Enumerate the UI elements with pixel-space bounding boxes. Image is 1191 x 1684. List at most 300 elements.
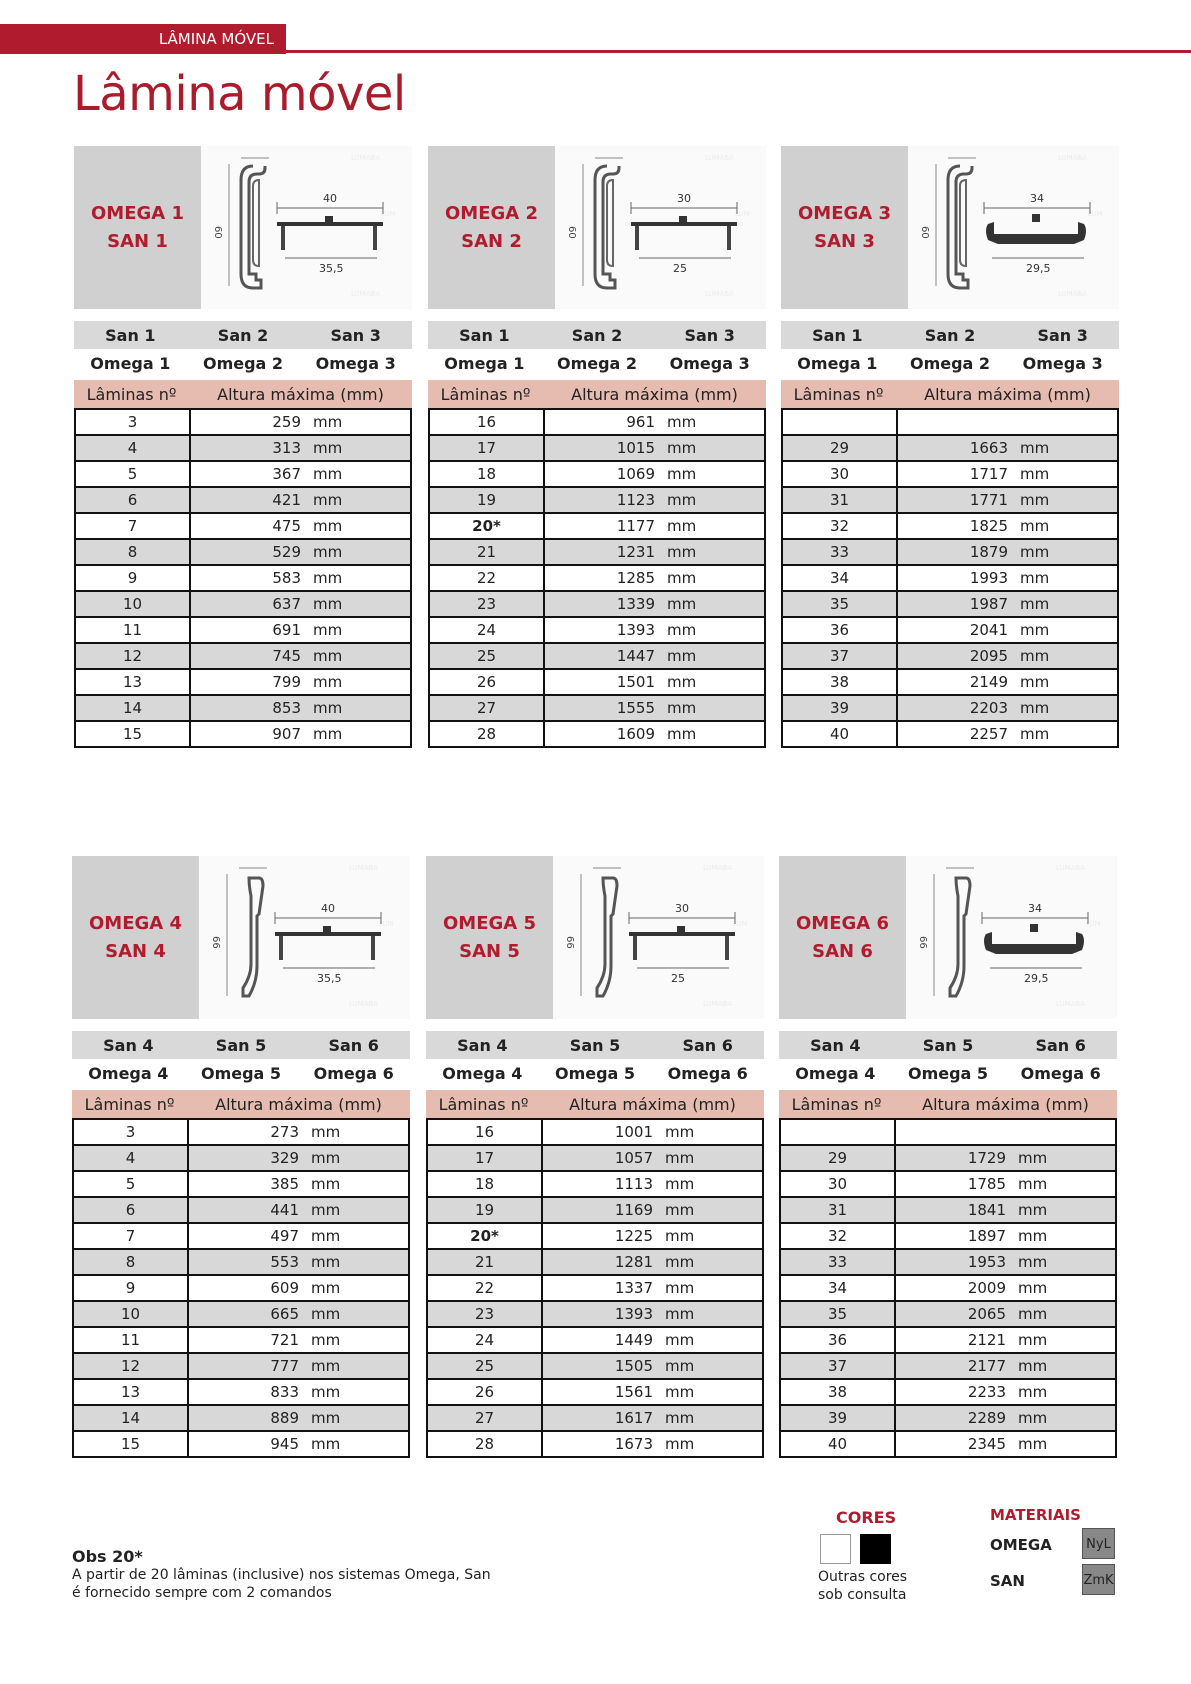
laminas-count: 31 — [782, 487, 897, 513]
svg-text:LUMABA: LUMABA — [705, 290, 735, 298]
col-laminas: Lâminas nº — [440, 384, 531, 404]
laminas-count: 8 — [75, 539, 190, 565]
height-value: 2065 — [967, 1305, 1006, 1323]
height-value: 2257 — [969, 725, 1008, 743]
max-height — [190, 643, 411, 669]
height-unit: mm — [667, 725, 697, 743]
system-name: San 5 — [922, 1035, 974, 1055]
laminas-count: 15 — [75, 721, 190, 747]
systems-row-omega — [428, 349, 766, 377]
max-height — [897, 643, 1118, 669]
height-value: 1281 — [614, 1253, 653, 1271]
table-header — [428, 380, 766, 408]
system-name: San 4 — [810, 1035, 861, 1055]
systems-row-san — [779, 1031, 1117, 1059]
table-row — [429, 617, 765, 643]
systems-row-san — [426, 1031, 764, 1059]
height-value: 889 — [270, 1409, 299, 1427]
product-name — [781, 146, 908, 309]
height-value: 2345 — [967, 1435, 1006, 1453]
height-value: 1177 — [616, 517, 655, 535]
table-row — [427, 1405, 763, 1431]
laminas-count: 20* — [427, 1223, 542, 1249]
laminas-count: 24 — [427, 1327, 542, 1353]
systems-row-san — [74, 321, 412, 349]
height-unit: mm — [1020, 543, 1050, 561]
svg-text:LUMABA: LUMABA — [1056, 864, 1086, 872]
col-altura: Altura máxima (mm) — [922, 1094, 1089, 1114]
height-value: 1337 — [614, 1279, 653, 1297]
systems-table — [428, 321, 766, 377]
height-unit: mm — [667, 699, 697, 717]
dim-side: 60 — [919, 226, 930, 239]
laminas-count: 33 — [782, 539, 897, 565]
svg-text:LUM: LUM — [1086, 920, 1101, 928]
height-value: 1841 — [967, 1201, 1006, 1219]
max-height — [188, 1145, 409, 1171]
height-unit: mm — [665, 1331, 695, 1349]
laminas-count: 27 — [429, 695, 544, 721]
col-laminas: Lâminas nº — [438, 1094, 529, 1114]
table-row — [782, 565, 1118, 591]
laminas-count: 35 — [780, 1301, 895, 1327]
height-unit: mm — [665, 1305, 695, 1323]
height-value: 1225 — [614, 1227, 653, 1245]
system-name: San 6 — [1035, 1035, 1086, 1055]
height-value: 1015 — [616, 439, 655, 457]
product-header — [428, 146, 766, 309]
height-unit: mm — [1018, 1357, 1048, 1375]
svg-text:LUM: LUM — [381, 210, 396, 218]
profile-drawing — [555, 146, 766, 309]
max-height — [544, 409, 765, 435]
product-name-san: SAN 3 — [814, 230, 875, 252]
max-height — [895, 1301, 1116, 1327]
obs-title: Obs 20* — [72, 1547, 143, 1566]
height-value: 2095 — [969, 647, 1008, 665]
product-name — [428, 146, 555, 309]
max-height — [188, 1353, 409, 1379]
product-header — [779, 856, 1117, 1019]
table-row — [73, 1171, 409, 1197]
top-rule — [0, 50, 1191, 53]
dim-bottom: 25 — [673, 262, 687, 275]
laminas-count: 34 — [782, 565, 897, 591]
col-altura: Altura máxima (mm) — [217, 384, 384, 404]
colors-section — [818, 1508, 968, 1608]
system-name: Omega 5 — [554, 1063, 636, 1083]
profile-drawing — [553, 856, 764, 1019]
max-height — [897, 695, 1118, 721]
max-height — [190, 461, 411, 487]
height-value: 1057 — [614, 1149, 653, 1167]
table-row — [73, 1301, 409, 1327]
product-name-san: SAN 1 — [107, 230, 168, 252]
max-height — [897, 721, 1118, 747]
height-unit: mm — [1020, 621, 1050, 639]
table-row — [427, 1327, 763, 1353]
laminas-count: 38 — [780, 1379, 895, 1405]
material-code-san: ZmK — [1082, 1564, 1115, 1595]
height-unit: mm — [1020, 439, 1050, 457]
table-row — [780, 1301, 1116, 1327]
height-value: 721 — [270, 1331, 299, 1349]
height-table — [74, 408, 412, 748]
height-unit: mm — [667, 439, 697, 457]
height-value: 583 — [272, 569, 301, 587]
laminas-count: 6 — [75, 487, 190, 513]
height-value: 1663 — [969, 439, 1008, 457]
height-unit: mm — [667, 543, 697, 561]
dim-top: 34 — [1030, 192, 1044, 205]
svg-text:LUMABA: LUMABA — [1058, 290, 1088, 298]
height-unit: mm — [313, 543, 343, 561]
table-row — [780, 1431, 1116, 1457]
laminas-count: 9 — [75, 565, 190, 591]
laminas-count: 28 — [427, 1431, 542, 1457]
obs-line-2: é fornecido sempre com 2 comandos — [72, 1585, 332, 1601]
height-value: 853 — [272, 699, 301, 717]
laminas-count: 24 — [429, 617, 544, 643]
table-row — [427, 1223, 763, 1249]
product-name-san: SAN 5 — [459, 940, 520, 962]
product-name-san: SAN 2 — [461, 230, 522, 252]
height-unit: mm — [1018, 1227, 1048, 1245]
system-name: Omega 6 — [667, 1063, 748, 1083]
dim-bottom: 35,5 — [317, 972, 342, 985]
table-row — [75, 721, 411, 747]
table-row — [780, 1119, 1116, 1145]
max-height — [895, 1223, 1116, 1249]
laminas-count: 7 — [73, 1223, 188, 1249]
laminas-count: 26 — [429, 669, 544, 695]
laminas-count: 39 — [780, 1405, 895, 1431]
table-row — [427, 1249, 763, 1275]
max-height — [190, 591, 411, 617]
table-row — [73, 1405, 409, 1431]
laminas-count: 4 — [73, 1145, 188, 1171]
height-table — [72, 1118, 410, 1458]
height-unit: mm — [1020, 491, 1050, 509]
height-value: 1169 — [614, 1201, 653, 1219]
max-height — [188, 1197, 409, 1223]
system-name: San 4 — [457, 1035, 508, 1055]
system-name: Omega 5 — [200, 1063, 282, 1083]
height-value: 1987 — [969, 595, 1008, 613]
table-row — [782, 721, 1118, 747]
height-unit: mm — [311, 1227, 341, 1245]
height-value: 313 — [272, 439, 301, 457]
table-header — [72, 1090, 410, 1118]
systems-table — [781, 321, 1119, 377]
height-unit: mm — [1018, 1175, 1048, 1193]
max-height — [544, 643, 765, 669]
height-value: 833 — [270, 1383, 299, 1401]
height-value: 1785 — [967, 1175, 1006, 1193]
height-value: 907 — [272, 725, 301, 743]
table-row — [75, 487, 411, 513]
max-height — [544, 591, 765, 617]
height-value: 1617 — [614, 1409, 653, 1427]
height-unit: mm — [1020, 647, 1050, 665]
height-value: 2233 — [967, 1383, 1006, 1401]
material-name-omega: OMEGA — [990, 1536, 1052, 1554]
height-value: 745 — [272, 647, 301, 665]
height-value: 2121 — [967, 1331, 1006, 1349]
height-unit: mm — [1020, 699, 1050, 717]
color-swatch-black — [860, 1534, 891, 1564]
height-unit: mm — [1018, 1435, 1048, 1453]
system-name: San 1 — [459, 325, 510, 345]
max-height — [188, 1379, 409, 1405]
table-row — [427, 1301, 763, 1327]
max-height — [544, 487, 765, 513]
product-block-4 — [72, 856, 410, 1458]
table-row — [780, 1145, 1116, 1171]
laminas-count: 29 — [782, 435, 897, 461]
product-name-omega: OMEGA 3 — [797, 202, 891, 224]
table-row — [75, 669, 411, 695]
system-name: Omega 6 — [1020, 1063, 1101, 1083]
system-name: Omega 6 — [313, 1063, 394, 1083]
height-unit: mm — [311, 1175, 341, 1193]
laminas-count: 29 — [780, 1145, 895, 1171]
max-height — [544, 669, 765, 695]
height-unit: mm — [311, 1357, 341, 1375]
height-value: 1717 — [969, 465, 1008, 483]
system-name: Omega 3 — [669, 353, 750, 373]
dim-top: 40 — [323, 192, 337, 205]
systems-row-omega — [779, 1059, 1117, 1087]
table-row — [427, 1275, 763, 1301]
height-unit: mm — [665, 1201, 695, 1219]
max-height — [544, 695, 765, 721]
height-value: 529 — [272, 543, 301, 561]
max-height — [542, 1119, 763, 1145]
laminas-count: 7 — [75, 513, 190, 539]
height-unit: mm — [667, 595, 697, 613]
table-row — [75, 539, 411, 565]
laminas-count: 5 — [73, 1171, 188, 1197]
table-row — [429, 591, 765, 617]
laminas-count: 35 — [782, 591, 897, 617]
colors-note-line-1: Outras cores — [818, 1569, 908, 1585]
table-row — [429, 565, 765, 591]
system-name: Omega 5 — [907, 1063, 989, 1083]
laminas-count: 3 — [73, 1119, 188, 1145]
systems-table — [426, 1031, 764, 1087]
table-row — [427, 1171, 763, 1197]
system-name: San 3 — [684, 325, 735, 345]
systems-row-san — [72, 1031, 410, 1059]
height-unit: mm — [667, 465, 697, 483]
colors-note-line-2: sob consulta — [818, 1587, 907, 1603]
laminas-count: 26 — [427, 1379, 542, 1405]
table-row — [429, 409, 765, 435]
max-height — [188, 1119, 409, 1145]
system-name: San 1 — [812, 325, 863, 345]
svg-text:LUMABA: LUMABA — [705, 154, 735, 162]
max-height — [190, 669, 411, 695]
col-laminas: Lâminas nº — [84, 1094, 175, 1114]
dim-top: 40 — [321, 902, 335, 915]
laminas-count: 5 — [75, 461, 190, 487]
table-row — [427, 1119, 763, 1145]
laminas-count: 20* — [429, 513, 544, 539]
height-unit: mm — [313, 413, 343, 431]
table-row — [427, 1379, 763, 1405]
height-unit: mm — [1018, 1201, 1048, 1219]
table-row — [75, 409, 411, 435]
height-value: 1231 — [616, 543, 655, 561]
system-name: San 2 — [924, 325, 976, 345]
max-height — [190, 695, 411, 721]
table-row — [75, 565, 411, 591]
max-height — [895, 1145, 1116, 1171]
table-row — [782, 539, 1118, 565]
max-height — [895, 1171, 1116, 1197]
laminas-count: 36 — [780, 1327, 895, 1353]
system-name: San 5 — [569, 1035, 621, 1055]
height-value: 961 — [626, 413, 655, 431]
dim-top: 30 — [675, 902, 689, 915]
system-name: Omega 4 — [442, 1063, 523, 1083]
col-altura: Altura máxima (mm) — [569, 1094, 736, 1114]
table-row — [780, 1249, 1116, 1275]
height-unit: mm — [313, 595, 343, 613]
table-row — [782, 409, 1118, 435]
laminas-count: 27 — [427, 1405, 542, 1431]
system-name: Omega 2 — [556, 353, 638, 373]
height-value: 385 — [270, 1175, 299, 1193]
table-row — [73, 1197, 409, 1223]
height-value: 421 — [272, 491, 301, 509]
systems-row-san — [428, 321, 766, 349]
height-unit: mm — [313, 465, 343, 483]
height-unit: mm — [665, 1409, 695, 1427]
max-height — [895, 1275, 1116, 1301]
table-row — [782, 669, 1118, 695]
height-unit: mm — [311, 1123, 341, 1141]
max-height — [542, 1171, 763, 1197]
height-unit: mm — [1018, 1279, 1048, 1297]
laminas-count: 19 — [427, 1197, 542, 1223]
laminas-count: 18 — [427, 1171, 542, 1197]
section-tab: LÂMINA MÓVEL — [0, 24, 286, 54]
profile-drawing — [906, 856, 1117, 1019]
laminas-count: 30 — [780, 1171, 895, 1197]
laminas-count: 28 — [429, 721, 544, 747]
max-height — [188, 1275, 409, 1301]
max-height — [542, 1249, 763, 1275]
max-height — [897, 617, 1118, 643]
laminas-count: 34 — [780, 1275, 895, 1301]
col-laminas: Lâminas nº — [793, 384, 884, 404]
table-row — [75, 461, 411, 487]
system-name: Omega 3 — [315, 353, 396, 373]
height-value: 1729 — [967, 1149, 1006, 1167]
dim-bottom: 29,5 — [1026, 262, 1051, 275]
max-height — [895, 1119, 1116, 1145]
table-row — [780, 1223, 1116, 1249]
table-row — [427, 1431, 763, 1457]
height-unit: mm — [311, 1149, 341, 1167]
system-name: San 1 — [105, 325, 156, 345]
laminas-count: 40 — [780, 1431, 895, 1457]
height-unit: mm — [313, 517, 343, 535]
max-height — [188, 1405, 409, 1431]
laminas-count: 25 — [427, 1353, 542, 1379]
height-value: 609 — [270, 1279, 299, 1297]
table-row — [427, 1145, 763, 1171]
table-row — [429, 461, 765, 487]
height-value: 1673 — [614, 1435, 653, 1453]
product-block-2 — [428, 146, 766, 748]
laminas-count: 8 — [73, 1249, 188, 1275]
max-height — [190, 539, 411, 565]
height-value: 1339 — [616, 595, 655, 613]
svg-text:LUMABA: LUMABA — [351, 154, 381, 162]
table-header — [426, 1090, 764, 1118]
max-height — [188, 1431, 409, 1457]
laminas-count: 38 — [782, 669, 897, 695]
max-height — [542, 1301, 763, 1327]
colors-title: CORES — [836, 1508, 897, 1527]
obs-note — [72, 1548, 491, 1602]
svg-text:LUM: LUM — [379, 920, 394, 928]
table-row — [75, 643, 411, 669]
laminas-count: 37 — [780, 1353, 895, 1379]
product-block-3 — [781, 146, 1119, 748]
table-row — [780, 1197, 1116, 1223]
max-height — [542, 1379, 763, 1405]
svg-text:LUMABA: LUMABA — [1056, 1000, 1086, 1008]
height-unit: mm — [667, 673, 697, 691]
height-unit: mm — [667, 517, 697, 535]
height-unit: mm — [665, 1175, 695, 1193]
height-unit: mm — [667, 491, 697, 509]
table-row — [780, 1275, 1116, 1301]
max-height — [188, 1249, 409, 1275]
systems-row-omega — [781, 349, 1119, 377]
profile-drawing — [199, 856, 410, 1019]
dim-side: 66 — [564, 936, 575, 949]
system-name: Omega 4 — [795, 1063, 876, 1083]
product-block-1 — [74, 146, 412, 748]
height-unit: mm — [1018, 1409, 1048, 1427]
height-value: 441 — [270, 1201, 299, 1219]
laminas-count: 22 — [427, 1275, 542, 1301]
svg-text:LUMABA: LUMABA — [1058, 154, 1088, 162]
max-height — [188, 1223, 409, 1249]
product-name-san: SAN 4 — [105, 940, 166, 962]
height-value: 799 — [272, 673, 301, 691]
product-name-omega: OMEGA 2 — [444, 202, 538, 224]
height-unit: mm — [311, 1435, 341, 1453]
height-unit: mm — [311, 1279, 341, 1297]
height-unit: mm — [665, 1227, 695, 1245]
col-altura: Altura máxima (mm) — [924, 384, 1091, 404]
dim-bottom: 29,5 — [1024, 972, 1049, 985]
max-height — [544, 617, 765, 643]
height-unit: mm — [1020, 569, 1050, 587]
table-row — [780, 1353, 1116, 1379]
max-height — [190, 617, 411, 643]
height-unit: mm — [311, 1305, 341, 1323]
max-height — [895, 1197, 1116, 1223]
dim-bottom: 25 — [671, 972, 685, 985]
height-unit: mm — [665, 1149, 695, 1167]
